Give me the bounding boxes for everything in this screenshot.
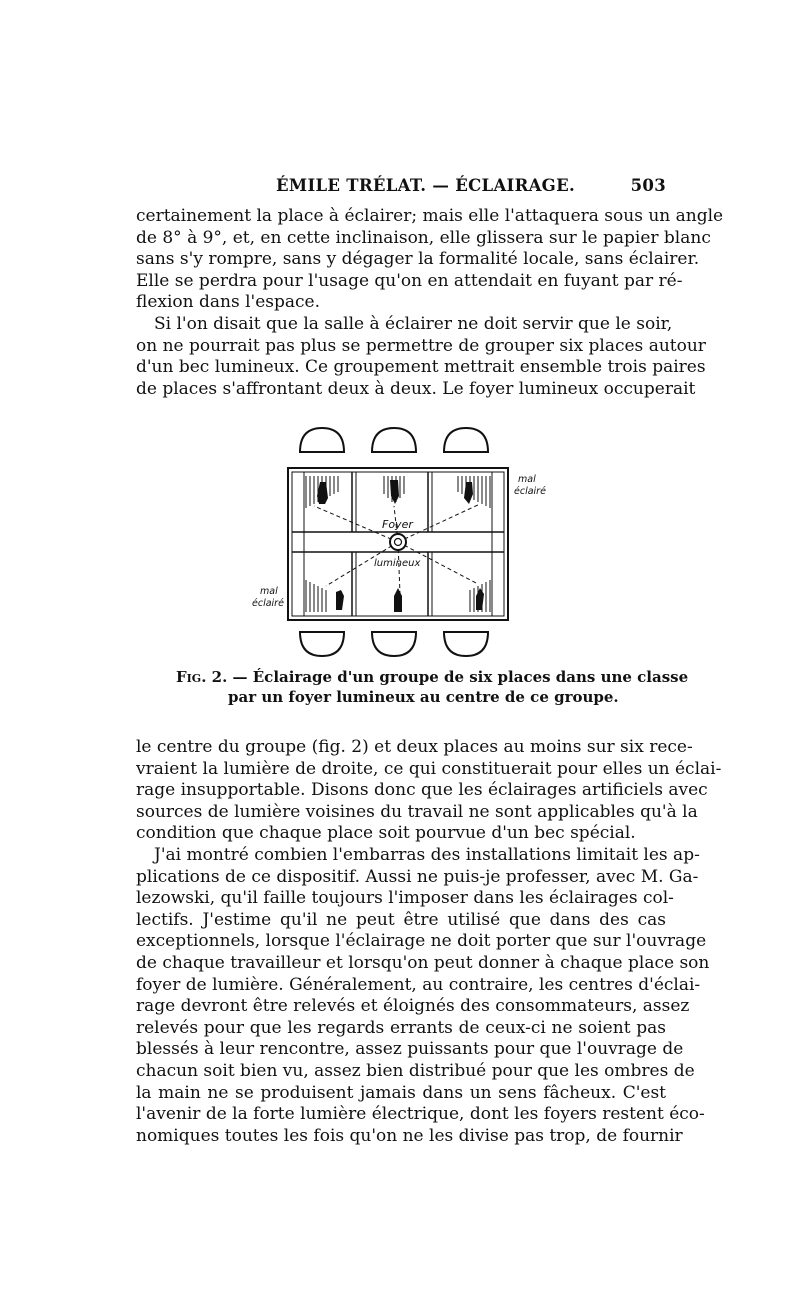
text-line: rage devront être relevés et éloignés des consommateurs, assez — [136, 996, 690, 1017]
seat-top-left — [300, 428, 344, 452]
label-foyer: Foyer — [382, 518, 413, 531]
text-line: l'avenir de la forte lumière électrique, dont les foyers restent éco- — [136, 1104, 705, 1125]
hand-icon — [464, 482, 473, 504]
text-line: d'un bec lumineux. Ce groupement mettrait ensemble trois paires — [136, 357, 706, 378]
text-line: plications de ce dispositif. Aussi ne puis-je professer, avec M. Ga- — [136, 866, 699, 887]
running-head — [136, 176, 666, 198]
text-line: Si l'on disait que la salle à éclairer ne doit servir que le soir, — [154, 314, 673, 334]
hand-icon — [336, 590, 344, 610]
text-line: relevés pour que les regards errants de ceux-ci ne soient pas — [136, 1017, 666, 1038]
text-line: de places s'affrontant deux à deux. Le foyer lumineux occuperait — [136, 378, 696, 399]
text-line: J'ai montré combien l'embarras des installations limitait les ap- — [154, 845, 700, 865]
text-line: blessés à leur rencontre, assez puissants pour que l'ouvrage de — [136, 1039, 684, 1060]
page-number: 503 — [630, 176, 666, 195]
seat-top-center — [372, 428, 416, 452]
figure-label: Fig. 2. — [176, 668, 228, 686]
text-line: on ne pourrait pas plus se permettre de grouper six places autour — [136, 335, 706, 356]
seat-bottom-right — [444, 632, 488, 656]
text-line: foyer de lumière. Généralement, au contraire, les centres d'éclai- — [136, 974, 701, 995]
hand-icon — [394, 588, 402, 612]
paragraph-4 — [136, 845, 710, 1147]
caption-line-1: — Éclairage d'un groupe de six places dans une classe — [232, 668, 689, 686]
text-line: exceptionnels, lorsque l'éclairage ne doit porter que sur l'ouvrage — [136, 931, 707, 952]
text-line: condition que chaque place soit pourvue d'un bec spécial. — [136, 823, 636, 844]
label-left-mal: mal — [260, 586, 278, 597]
text-line: Elle se perdra pour l'usage qu'on en attendait en fuyant par ré- — [136, 270, 683, 291]
text-line: de 8° à 9°, et, en cette inclinaison, elle glissera sur le papier blanc — [136, 227, 711, 248]
label-lumineux: lumineux — [374, 558, 421, 569]
figure-caption — [176, 667, 689, 707]
caption-line-2: par un foyer lumineux au centre de ce groupe. — [228, 688, 619, 706]
hand-icon — [390, 480, 399, 504]
label-right-mal: mal — [518, 474, 536, 485]
text-line: vraient la lumière de droite, ce qui constituerait pour elles un éclai- — [136, 758, 722, 779]
paragraph-2 — [136, 314, 706, 400]
text-line: sources de lumière voisines du travail ne sont applicables qu'à la — [136, 801, 698, 822]
seat-bottom-left — [300, 632, 344, 656]
text-line: certainement la place à éclairer; mais elle l'attaquera sous un angle — [136, 206, 724, 226]
text-line: flexion dans l'espace. — [136, 292, 321, 313]
label-left-eclaire: éclairé — [252, 598, 284, 609]
seat-bottom-center — [372, 632, 416, 656]
text-line: nomiques toutes les fois qu'on ne les divise pas trop, de fournir — [136, 1125, 683, 1146]
label-right-eclaire: éclairé — [514, 486, 546, 497]
text-line: le centre du groupe (fig. 2) et deux places au moins sur six rece- — [136, 737, 693, 757]
text-line: chacun soit bien vu, assez bien distribué pour que les ombres de — [136, 1060, 695, 1081]
seat-top-right — [444, 428, 488, 452]
classroom-lighting-diagram — [244, 420, 564, 660]
text-line: la main ne se produisent jamais dans un sens fâcheux. C'est — [136, 1082, 666, 1103]
figure-2-diagram — [244, 420, 564, 660]
paragraph-1 — [136, 206, 724, 314]
text-line: lezowski, qu'il faille toujours l'imposer dans les éclairages col- — [136, 888, 674, 909]
hatching-top-right — [458, 476, 490, 508]
hand-icon — [317, 482, 328, 504]
paragraph-3 — [136, 737, 722, 845]
text-line: de chaque travailleur et lorsqu'on peut donner à chaque place son — [136, 952, 710, 973]
hand-icon — [476, 588, 484, 610]
lamp-icon — [390, 534, 406, 550]
text-line: lectifs. J'estime qu'il ne peut être utilisé que dans des cas — [136, 909, 666, 930]
hatching-bottom-left — [306, 580, 326, 612]
text-line: rage insupportable. Disons donc que les éclairages artificiels avec — [136, 780, 708, 801]
running-title: ÉMILE TRÉLAT. — ÉCLAIRAGE. — [276, 176, 575, 195]
text-line: sans s'y rompre, sans y dégager la formalité locale, sans éclairer. — [136, 249, 700, 270]
